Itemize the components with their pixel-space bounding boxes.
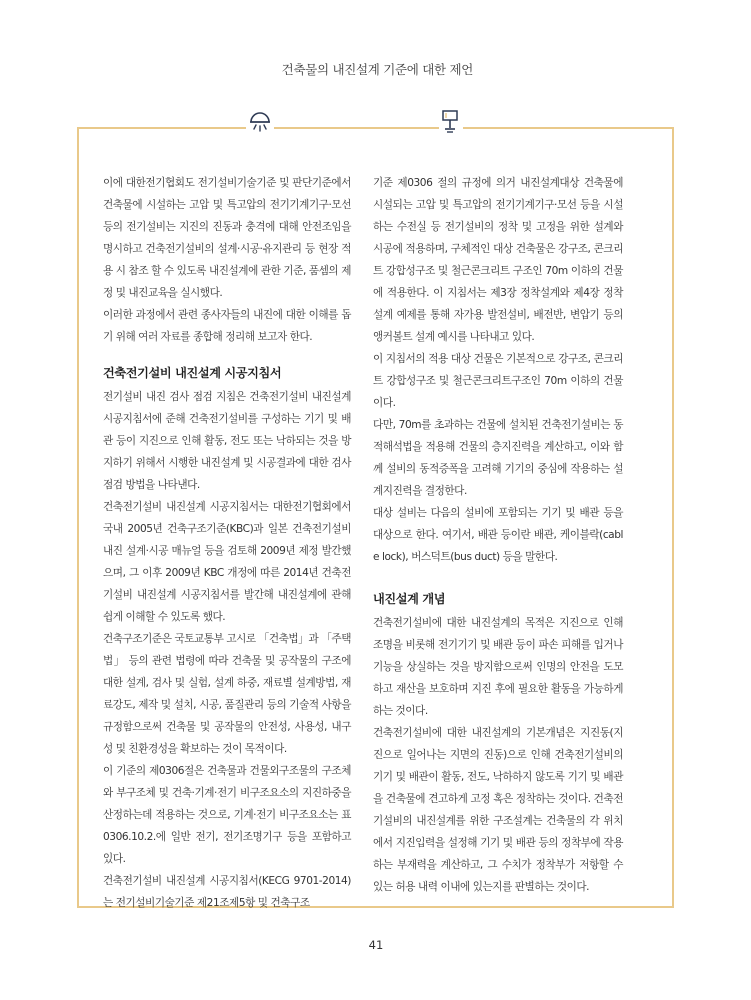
right-column bbox=[373, 172, 623, 898]
paragraph: 건축전기설비에 대한 내진설계의 목적은 지진으로 인해 조명을 비롯해 전기기기 및 배관 등이 파손 피해를 입거나 기능을 상실하는 것을 방지함으로써 인명의 안전을 도모하고 재산을 보호하며 지진 후에 필요한 활동을 가능하게 하는 것이다. bbox=[373, 617, 623, 717]
running-header: 건축물의 내진설계 기준에 대한 제언 bbox=[281, 62, 473, 77]
ceiling-lamp-icon bbox=[248, 110, 272, 134]
paragraph: 건축전기설비 내진설계 시공지침서(KECG 9701-2014)는 전기설비기술기준 제21조제5항 및 건축구조 bbox=[103, 875, 351, 909]
paragraph: 건축전기설비에 대한 내진설계의 기본개념은 지진동(지진으로 일어나는 지면의 진동)으로 인해 건축전기설비의 기기 및 배관이 활동, 전도, 낙하하지 않도록 기기 및 배관을 건축물에 견고하게 고정 혹은 정착하는 것이다. 건축전기설비의 내진설계를 위한 구조설계는 건축물의 각 위치에서 지진입력을 설정해 기기 및 배관 등의 정착부에 작용하는 부재력을 계산하고, 그 수치가 정착부가 저항할 수 있는 허용 내력 이내에 있는지를 판별하는 것이다. bbox=[373, 727, 623, 893]
paragraph: 이러한 과정에서 관련 종사자들의 내진에 대한 이해를 돕기 위해 여러 자료를 종합해 정리해 보고자 한다. bbox=[103, 309, 351, 343]
page-number: 41 bbox=[368, 938, 384, 952]
paragraph: 건축전기설비 내진설계 시공지침서는 대한전기협회에서 국내 2005년 건축구조기준(KBC)과 일본 건축전기설비 내진 설계·시공 매뉴얼 등을 검토해 2009년 제정 발간했으며, 그 이후 2009년 KBC 개정에 따른 2014년 건축전기설비 내진설계 시공지침서를 발간해 내진설계에 관해 쉽게 이해할 수 있도록 했다. bbox=[103, 501, 351, 623]
paragraph: 기준 제0306 절의 규정에 의거 내진설계대상 건축물에 시설되는 고압 및 특고압의 전기기계기구·모선 등을 시설하는 수전실 등 전기설비의 정착 및 고정을 위한 설계와 시공에 적용하며, 구체적인 대상 건축물은 강구조, 콘크리트 강합성구조 및 철근콘크리트 구조인 70m 이하의 건물에 적용한다. 이 지침서는 제3장 정착설계와 제4장 정착설계 예제를 통해 자가용 발전설비, 배전반, 변압기 등의 앵커볼트 설계 예시를 나타내고 있다. bbox=[373, 177, 623, 343]
paragraph: 대상 설비는 다음의 설비에 포함되는 기기 및 배관 등을 대상으로 한다. 여기서, 배관 등이란 배관, 케이블락(cable lock), 버스덕트(bus duct) 등을 말한다. bbox=[373, 507, 623, 563]
paragraph: 건축구조기준은 국토교통부 고시로 「건축법」과 「주택법」 등의 관련 법령에 따라 건축물 및 공작물의 구조에 대한 설계, 검사 및 실험, 설계 하중, 재료별 설계방법, 재료강도, 제작 및 설치, 시공, 품질관리 등의 기술적 사항을 규정함으로써 건축물 및 공작물의 안전성, 사용성, 내구성 및 친환경성을 확보하는 것이 목적이다. bbox=[103, 633, 351, 755]
left-column bbox=[103, 172, 351, 914]
frame-top-right-line bbox=[463, 127, 674, 129]
frame-right-line bbox=[672, 127, 674, 908]
paragraph: 이 지침서의 적용 대상 건물은 기본적으로 강구조, 콘크리트 강합성구조 및 철근콘크리트구조인 70m 이하의 건물이다. bbox=[373, 353, 623, 409]
pendant-light-icon bbox=[440, 108, 460, 134]
paragraph: 이 기준의 제0306절은 건축물과 건물외구조물의 구조체와 부구조체 및 건축·기계·전기 비구조요소의 지진하중을 산정하는데 적용하는 것으로, 기계·전기 비구조요소는 표 0306.10.2.에 일반 전기, 전기조명기구 등을 포함하고 있다. bbox=[103, 765, 351, 865]
paragraph: 다만, 70m를 초과하는 건물에 설치된 건축전기설비는 동적해석법을 적용해 건물의 층지진력을 계산하고, 이와 함께 설비의 동적증폭을 고려해 기기의 중심에 작용하는 설계지진력을 결정한다. bbox=[373, 419, 623, 497]
frame-top-left-line bbox=[77, 127, 246, 129]
section-heading: 내진설계 개념 bbox=[373, 592, 446, 606]
paragraph: 전기설비 내진 검사 점검 지침은 건축전기설비 내진설계 시공지침서에 준해 건축전기설비를 구성하는 기기 및 배관 등이 지진으로 인해 활동, 전도 또는 낙하되는 것을 방지하기 위해서 시행한 내진설계 및 시공결과에 대한 검사 점검 방법을 나타낸다. bbox=[103, 391, 351, 491]
frame-top-middle-line bbox=[274, 127, 439, 129]
section-heading: 건축전기설비 내진설계 시공지침서 bbox=[103, 366, 282, 380]
paragraph: 이에 대한전기협회도 전기설비기술기준 및 판단기준에서 건축물에 시설하는 고압 및 특고압의 전기기계기구·모선 등의 전기설비는 지진의 진동과 충격에 대해 안전조임을 명시하고 건축전기설비의 설계·시공·유지관리 등 현장 적용 시 참조 할 수 있도록 내진설계에 관한 기준, 품셈의 제정 및 내진교육을 실시했다. bbox=[103, 177, 351, 299]
frame-left-line bbox=[77, 127, 79, 908]
